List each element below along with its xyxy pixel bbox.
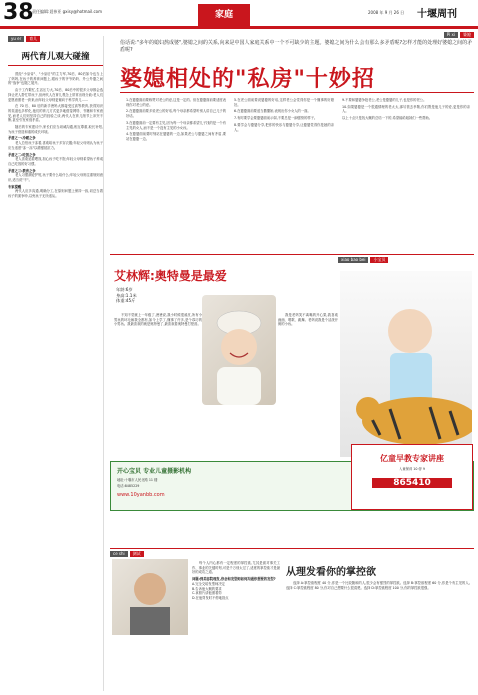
option[interactable]: A.完全交给发型师决定 — [192, 581, 225, 586]
page-number: 38 — [3, 0, 34, 25]
studio-phone: 电话:8485229 — [117, 484, 140, 488]
tip-item: 9.不要和婆婆争抢老公,老公是婆婆的儿子,也是你的老公。 — [342, 98, 427, 102]
profile-info — [116, 287, 176, 304]
studio-name: 开心宝贝 专业儿童摄影机构 — [117, 468, 192, 475]
article-deck: 俗话说:"多年的媳妇熬成婆",婆媳之间的关系,向来是中国人家庭关系中一个不可缺少的主题。婆媳之间为什么会有那么多矛盾呢?怎样才能的处理好婆媳之间的矛盾呢? — [120, 40, 473, 53]
studio-ad — [110, 454, 474, 511]
paragraph: 随后的专家建议中,家长们应当坦诚沟通,相互尊重,取长补短,为孩子营造和谐的成长环境。 — [8, 125, 103, 134]
option[interactable]: B.告诉他大概的要求 — [192, 586, 222, 591]
tips-column-3 — [342, 98, 470, 248]
tips-column-1 — [126, 98, 226, 248]
paragraph: 两代人应多沟通,明确分工,在原则问题上保持一致,切忌当着孩子的面争吵,以免孩子无所适从。 — [8, 189, 103, 199]
paper-name: 十堰周刊 — [417, 9, 457, 20]
answer: 选择 A:掌控欲程度 40 分,你是一个比较随和的人,很少会有强烈的掌控欲。选择 B:掌控欲程度 60 分,你是个有主见的人。选择 C:掌控欲程度 80 分,你对自己想要什么很清楚。选择 D:掌控欲程度 100 分,你的掌控欲很强。 — [286, 581, 472, 590]
question: 问题:到美容院理发,你会和发型师如何沟通你想要的发型? — [192, 577, 276, 582]
section-label: 家庭 — [214, 10, 233, 20]
studio-address: 地址:十堰市人民北路 11 楼 — [117, 478, 158, 482]
section-tag: xiao bao bei — [338, 257, 368, 263]
info-weight: 体重:45斤 — [116, 298, 136, 304]
profile-title: 艾林辉:奥特曼是最爱 — [114, 269, 227, 283]
option[interactable]: C.拿照片请他照着剪 — [192, 591, 222, 596]
profile-text-2 — [278, 313, 338, 327]
section-tag-cn: 育儿 — [26, 36, 40, 42]
feature-article — [110, 32, 474, 252]
section-tag: yu er — [8, 36, 24, 42]
subhead: 专家提醒 — [8, 184, 22, 189]
info-age: 年龄:6岁 — [116, 287, 133, 292]
kid-photo-tiger — [340, 271, 472, 457]
personality-test — [110, 548, 474, 691]
closing-note: 以上十点只是找大概的总结一下的,希望能给姐妹们一些帮助。 — [342, 116, 433, 121]
studio-url[interactable]: www.10yanbb.com — [117, 492, 165, 498]
tip-item: 10.如果婆婆是一个很通情理的老太太,那尽管去孝敬,你们既是他儿子的爱,更是你的亲人。 — [342, 104, 470, 114]
kid-photo-cap — [202, 295, 276, 405]
lecture-title: 亿童早教专家讲座 — [380, 454, 444, 463]
tips-column-2 — [234, 98, 334, 248]
child-with-tiger-image — [340, 271, 472, 457]
lecture-ad — [351, 444, 473, 510]
title-rule — [120, 92, 474, 93]
paragraph: 老人习惯溺爱护短,孩子要什么给什么;年轻父母则注重规则意识,适当说"不"。 — [8, 173, 103, 183]
tip-item: 1.在婆婆面前要称赞对老公的爱,这是一定的。但在婆婆面前要适度表现你对老公的爱。 — [126, 98, 226, 107]
tip-item: 3.在婆婆面前一定要有主见,因为每一个母亲都希望儿子找的是一个有主见的女人,而不是一个没有主见的小女孩。 — [126, 120, 226, 130]
paragraph: 曾经"小皇帝"、"小皇后"的主力军,70后、80后如今也当上了妈妈,在孩子的养育问题上,跟孩子的爷爷奶奶、外公外婆之间的"战争"也随之展开。 — [8, 72, 103, 86]
paragraph: 我是老妈笑不离嘴的开心果,我喜欢画画、唱歌、跳舞。老妈说我是个活泼开朗的小孩。 — [278, 313, 338, 327]
tip-item: 5.在老公面前要说婆婆的好话,这样老公会觉得你是一个懂事的好媳妇。 — [234, 98, 334, 107]
paragraph: 由于工作繁忙,生活压力大,70后、80后中的很多父母都会选择让老人帮忙带孩子,但两代人在育儿观念上常常出现分歧:老人们更愿意照老一套来,而年轻父母则更倾向于科学育儿…… — [8, 88, 103, 102]
subhead: 矛盾之二:吃饭之争 — [8, 152, 36, 157]
haircut-image — [112, 559, 188, 635]
paragraph: 老人总怕孩子冻着,喜欢给孩子多穿衣服;年轻父母则认为孩子应当适度"冻一冻"以增强抵抗力。 — [8, 141, 103, 150]
tip-item: 7.有时要学会要婆婆面前示弱,不要总是一副强势的样子。 — [234, 116, 318, 121]
tip-item: 8.要学会与婆婆分享,把你的快乐与婆婆分享,让婆婆觉得你是她的亲人。 — [234, 122, 334, 132]
left-column — [8, 36, 104, 691]
section-tab — [198, 4, 250, 26]
test-answers — [286, 581, 472, 689]
tip-item: 2.在婆婆面前要多说老公的好话,每个母亲都希望听别人讲自己儿子的好话。 — [126, 109, 226, 119]
issue-date: 2008 年 9 月 26 日 — [368, 10, 405, 15]
section-tag: Pi xi — [444, 32, 458, 38]
section-tag-cn: 婆媳 — [460, 32, 474, 38]
page-header — [0, 0, 478, 30]
section-tag: ce shi — [110, 551, 128, 557]
test-text-1 — [192, 561, 280, 689]
editor-credit: 责任编辑:聂祎亚 gxisy@hotmail.com — [32, 9, 103, 14]
profile-text — [114, 313, 202, 327]
intro: 每个人内心都有一定程度的掌控欲,尤其是面对事关工作、事业的关键时刻,可是千万别太过了,适度的掌控欲才是最好的成功之道。 — [192, 561, 280, 575]
lecture-sub: 入童保训 10 @ 9 — [399, 467, 425, 471]
paragraph: 不知不觉就上一年级了,爸爸说,我小时候很顽皮,所有小男孩的坏毛病我全都有,如今上学了,懂事了许多,是个乖巧的小男孩。我最喜欢的就是奥特曼了,最喜欢看奥特曼打怪兽。 — [114, 313, 202, 327]
child-portrait-image — [202, 295, 276, 405]
test-title: 从理发看你的掌控欲 — [286, 567, 376, 578]
barber-photo — [112, 559, 188, 635]
header-rule — [0, 26, 478, 29]
section-tag-cn: 小宝贝 — [370, 257, 388, 263]
info-height: 身高:1.1米 — [116, 292, 137, 298]
subhead: 矛盾之一:冷暖之争 — [8, 136, 36, 141]
tip-item: 6.在婆婆面前要适当撒撒娇,表现出你小女人的一面。 — [234, 109, 311, 114]
tip-item: 4.在婆婆面前要时刻站在婆婆的一边,如果老公与婆婆之间有矛盾,要站在婆婆一边。 — [126, 132, 226, 141]
paragraph: 在 70 后、80 后的新手爸妈大都接受过高等教育,获得知识的渠道也多样化,他们的育儿方式更多地借鉴网络、书籍和专家意见,而老人们则坚持自己的经验之谈,两代人在育儿细节上冲突不断,甚至引发家庭矛盾。 — [8, 104, 103, 123]
subhead: 矛盾之三:教育之争 — [8, 168, 36, 173]
kid-profile — [110, 254, 474, 544]
section-tag-cn: 测试 — [130, 551, 144, 557]
article-body — [8, 72, 103, 199]
article-title: 两代育儿观大碰撞 — [8, 50, 103, 66]
lecture-phone: 865410 — [372, 478, 452, 488]
option[interactable]: D.在他剪发时不停地指点 — [192, 595, 229, 600]
paragraph: 老人喜欢追着喂饭,担心孩子吃不饱;年轻父母则希望孩子养成自己吃饭的好习惯。 — [8, 157, 103, 166]
article-title: 婆媳相处的"私房"十妙招 — [120, 67, 375, 92]
